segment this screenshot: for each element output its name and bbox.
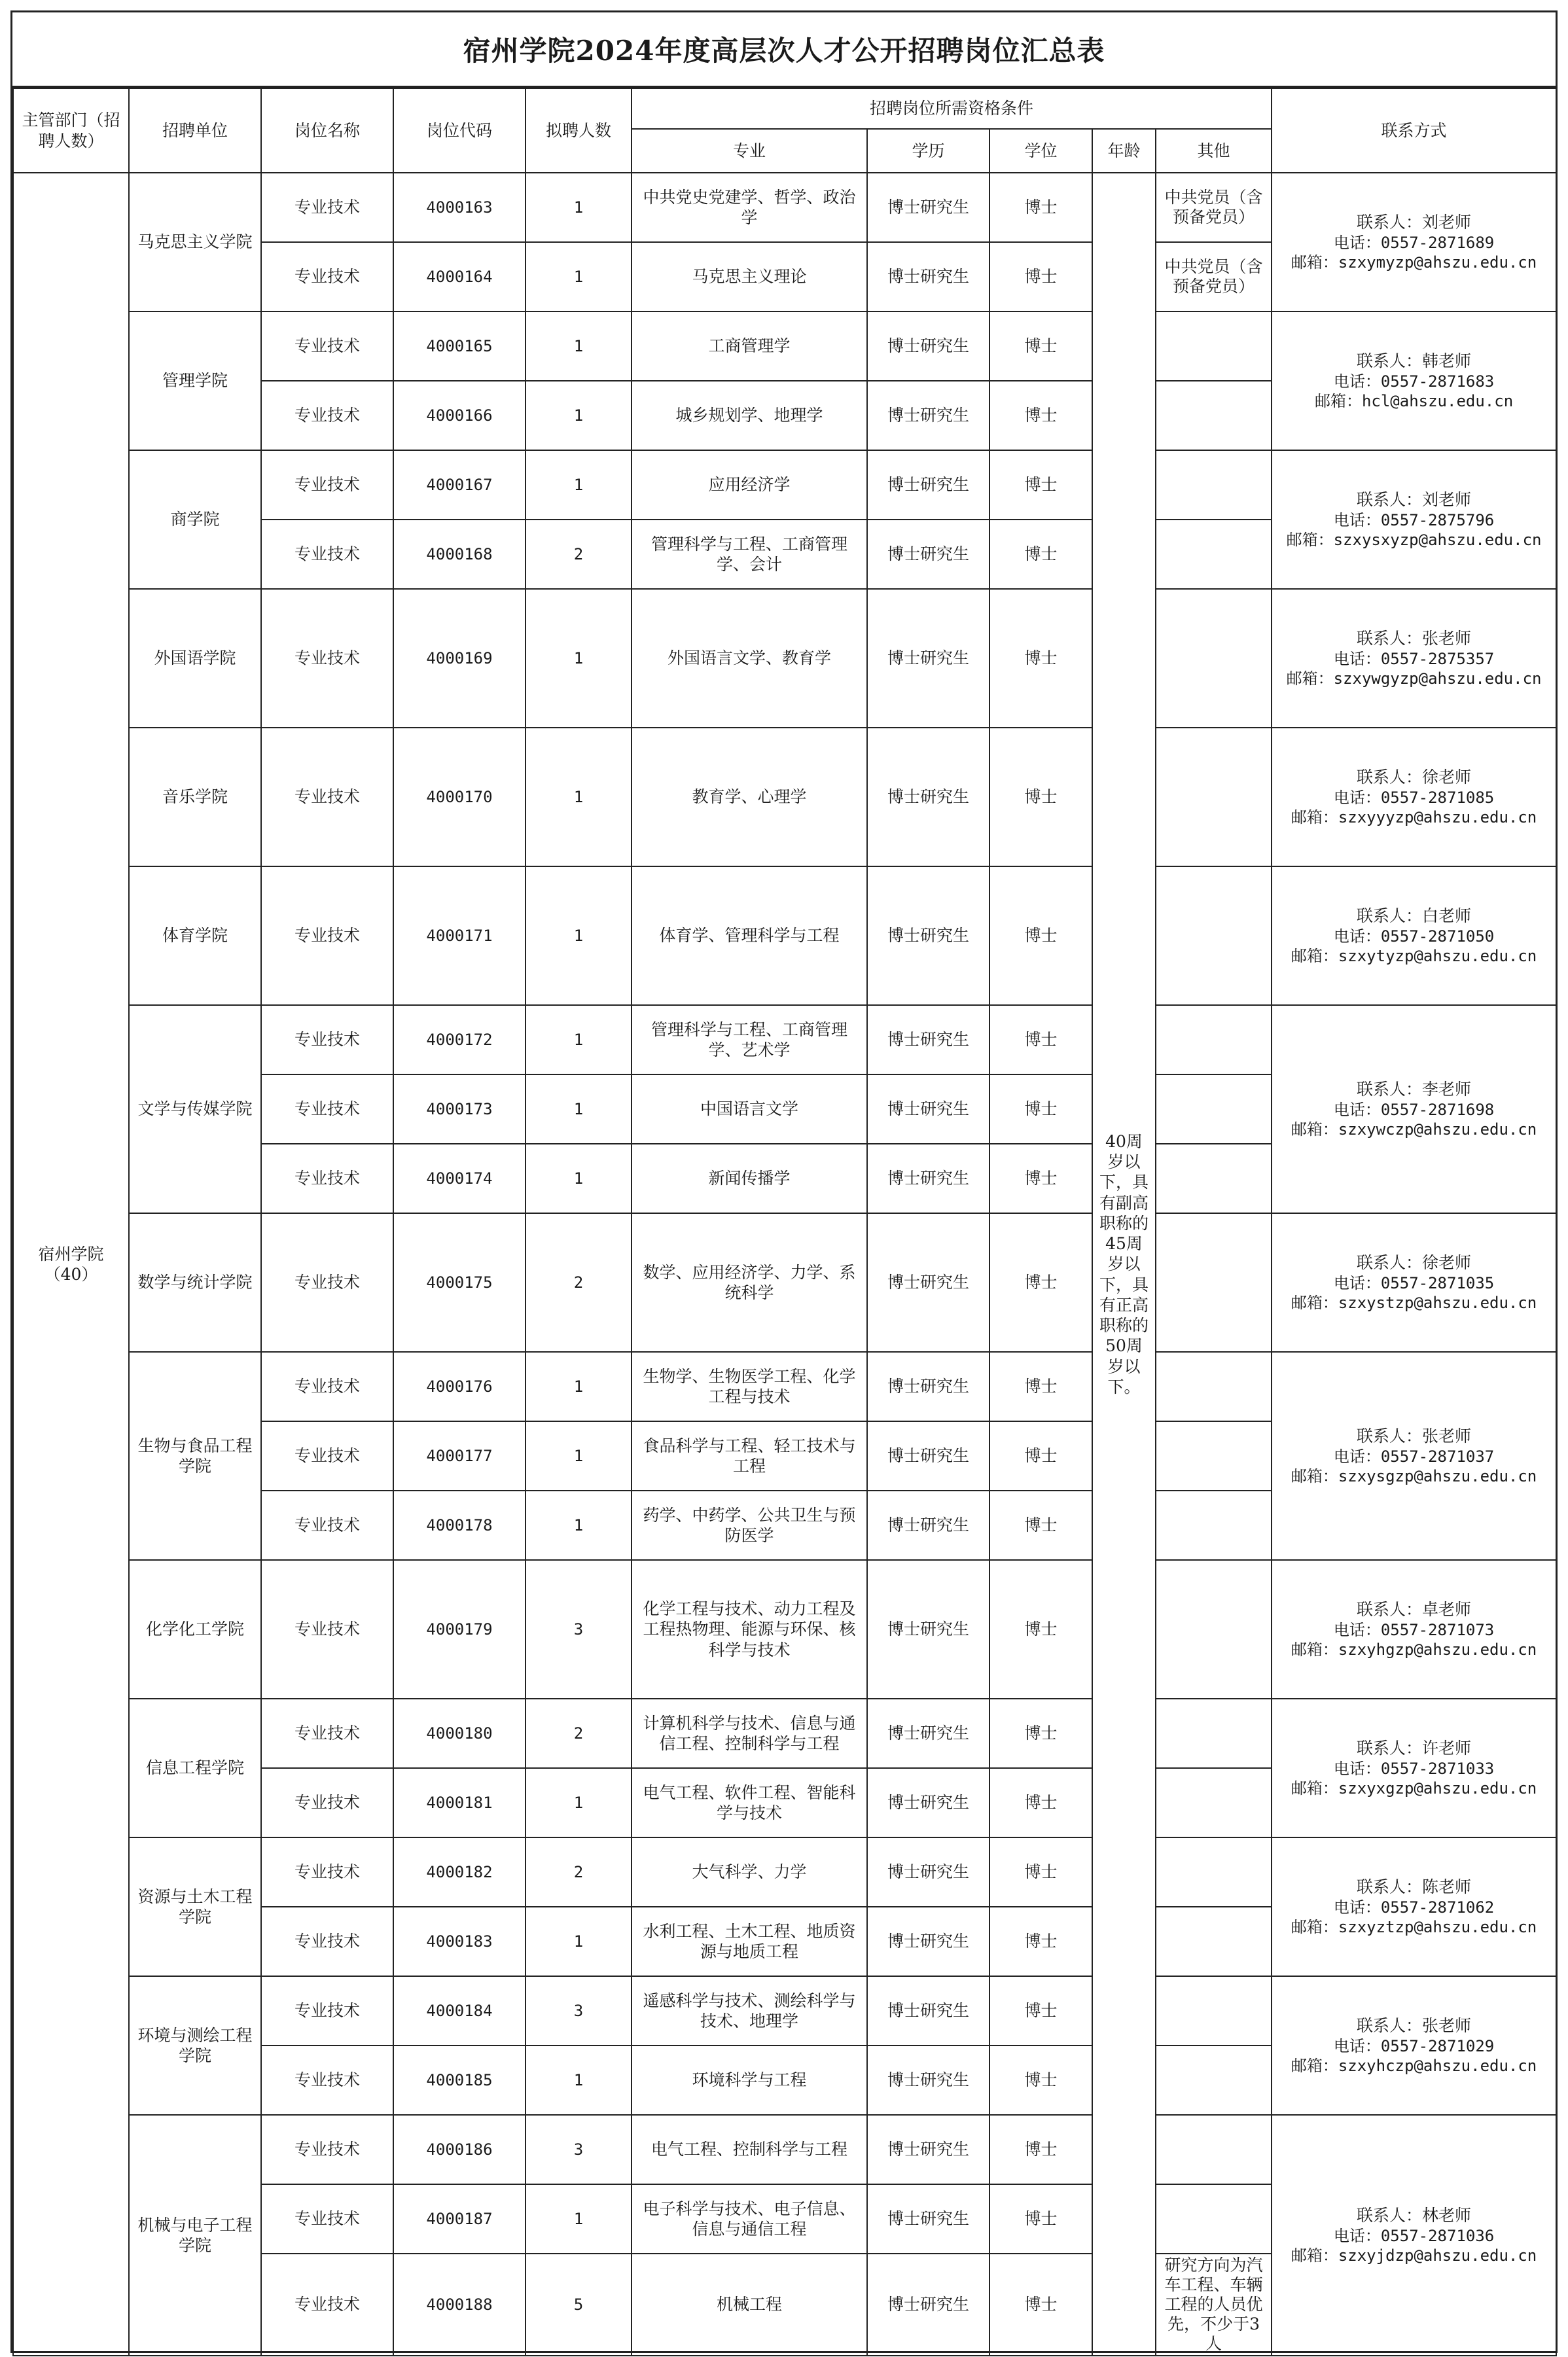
degree-cell: 博士 [989,1837,1092,1907]
contact-email: 邮箱：szxywczp@ahszu.edu.cn [1291,1120,1537,1139]
position-code-cell: 4000173 [393,1074,526,1144]
age-requirement-cell: 40周岁以下，具有副高职称的45周岁以下，具有正高职称的50周岁以下。 [1092,173,1156,2356]
count-cell: 1 [526,1074,632,1144]
contact-person: 联系人：白老师 [1357,906,1472,926]
other-requirement-cell: 中共党员（含预备党员） [1156,173,1272,242]
count-cell: 1 [526,1005,632,1074]
other-requirement-cell [1156,520,1272,589]
other-requirement-cell [1156,728,1272,866]
contact-phone: 电话：0557-2871073 [1333,1620,1495,1639]
contact-person: 联系人：林老师 [1357,2206,1472,2225]
contact-cell [1272,589,1556,728]
count-cell: 1 [526,589,632,728]
position-name-cell: 专业技术 [261,1074,393,1144]
degree-cell: 博士 [989,1699,1092,1768]
position-code-cell: 4000175 [393,1213,526,1352]
education-cell: 博士研究生 [867,520,989,589]
education-cell: 博士研究生 [867,1699,989,1768]
contact-phone: 电话：0557-2871683 [1333,372,1495,391]
count-cell: 1 [526,1352,632,1421]
degree-cell: 博士 [989,173,1092,242]
table-row [13,1005,1556,1074]
contact-person: 联系人：徐老师 [1357,768,1472,787]
other-requirement-cell [1156,1074,1272,1144]
major-cell: 生物学、生物医学工程、化学工程与技术 [632,1352,867,1421]
contact-cell [1272,1213,1556,1352]
recruitment-table [12,88,1557,2356]
header-contact: 联系方式 [1272,88,1556,173]
position-name-cell: 专业技术 [261,589,393,728]
degree-cell: 博士 [989,728,1092,866]
position-code-cell: 4000170 [393,728,526,866]
contact-phone: 电话：0557-2871036 [1333,2226,1495,2245]
education-cell: 博士研究生 [867,1005,989,1074]
count-cell: 2 [526,1213,632,1352]
count-cell: 1 [526,173,632,242]
education-cell: 博士研究生 [867,381,989,450]
unit-cell: 环境与测绘工程学院 [129,1976,261,2115]
education-cell: 博士研究生 [867,1560,989,1699]
position-code-cell: 4000163 [393,173,526,242]
degree-cell: 博士 [989,589,1092,728]
position-code-cell: 4000168 [393,520,526,589]
contact-email: 邮箱：szxysxyzp@ahszu.edu.cn [1286,530,1542,549]
education-cell: 博士研究生 [867,2046,989,2115]
education-cell: 博士研究生 [867,1074,989,1144]
count-cell: 2 [526,1699,632,1768]
contact-person: 联系人：刘老师 [1357,490,1472,510]
table-row [13,311,1556,381]
position-name-cell: 专业技术 [261,1144,393,1213]
education-cell: 博士研究生 [867,173,989,242]
position-code-cell: 4000182 [393,1837,526,1907]
count-cell: 1 [526,1907,632,1976]
header-degree: 学位 [989,129,1092,173]
major-cell: 电气工程、控制科学与工程 [632,2115,867,2184]
header-other: 其他 [1156,129,1272,173]
unit-cell: 管理学院 [129,311,261,450]
contact-cell [1272,311,1556,450]
position-code-cell: 4000167 [393,450,526,520]
education-cell: 博士研究生 [867,728,989,866]
education-cell: 博士研究生 [867,242,989,311]
unit-cell: 数学与统计学院 [129,1213,261,1352]
contact-phone: 电话：0557-2871033 [1333,1759,1495,1778]
contact-cell [1272,2115,1556,2356]
table-row [13,1699,1556,1768]
other-requirement-cell [1156,1976,1272,2046]
position-name-cell: 专业技术 [261,2254,393,2356]
position-name-cell: 专业技术 [261,1768,393,1837]
count-cell: 1 [526,1144,632,1213]
position-name-cell: 专业技术 [261,2115,393,2184]
count-cell: 3 [526,1560,632,1699]
other-requirement-cell: 中共党员（含预备党员） [1156,242,1272,311]
unit-cell: 文学与传媒学院 [129,1005,261,1213]
other-requirement-cell [1156,1144,1272,1213]
other-requirement-cell [1156,1560,1272,1699]
position-name-cell: 专业技术 [261,1352,393,1421]
header-position-name: 岗位名称 [261,88,393,173]
unit-cell: 生物与食品工程学院 [129,1352,261,1560]
count-cell: 1 [526,381,632,450]
other-requirement-cell [1156,450,1272,520]
degree-cell: 博士 [989,1491,1092,1560]
contact-email: 邮箱：szxyjdzp@ahszu.edu.cn [1291,2246,1537,2265]
header-major: 专业 [632,129,867,173]
position-name-cell: 专业技术 [261,1213,393,1352]
major-cell: 电气工程、软件工程、智能科学与技术 [632,1768,867,1837]
position-code-cell: 4000179 [393,1560,526,1699]
degree-cell: 博士 [989,1768,1092,1837]
count-cell: 3 [526,1976,632,2046]
major-cell: 药学、中药学、公共卫生与预防医学 [632,1491,867,1560]
unit-cell: 化学化工学院 [129,1560,261,1699]
count-cell: 1 [526,2046,632,2115]
contact-cell [1272,1005,1556,1213]
other-requirement-cell [1156,2115,1272,2184]
contact-email: 邮箱：szxywgyzp@ahszu.edu.cn [1286,669,1542,688]
header-row-1 [13,88,1556,129]
contact-person: 联系人：陈老师 [1357,1877,1472,1897]
position-code-cell: 4000165 [393,311,526,381]
position-code-cell: 4000169 [393,589,526,728]
other-requirement-cell [1156,866,1272,1005]
position-code-cell: 4000171 [393,866,526,1005]
count-cell: 1 [526,866,632,1005]
education-cell: 博士研究生 [867,2184,989,2254]
other-requirement-cell [1156,589,1272,728]
degree-cell: 博士 [989,2115,1092,2184]
table-row [13,2115,1556,2184]
contact-email: 邮箱：szxyyyzp@ahszu.edu.cn [1291,807,1537,826]
major-cell: 水利工程、土木工程、地质资源与地质工程 [632,1907,867,1976]
position-name-cell: 专业技术 [261,1907,393,1976]
degree-cell: 博士 [989,1144,1092,1213]
contact-cell [1272,173,1556,311]
degree-cell: 博士 [989,450,1092,520]
contact-person: 联系人：许老师 [1357,1739,1472,1758]
position-code-cell: 4000172 [393,1005,526,1074]
degree-cell: 博士 [989,520,1092,589]
education-cell: 博士研究生 [867,311,989,381]
position-code-cell: 4000174 [393,1144,526,1213]
contact-phone: 电话：0557-2871035 [1333,1273,1495,1292]
major-cell: 管理科学与工程、工商管理学、会计 [632,520,867,589]
position-code-cell: 4000183 [393,1907,526,1976]
contact-cell [1272,1699,1556,1837]
position-name-cell: 专业技术 [261,1976,393,2046]
contact-phone: 电话：0557-2871698 [1333,1100,1495,1119]
contact-cell [1272,1976,1556,2115]
contact-email: 邮箱：szxyhczp@ahszu.edu.cn [1291,2056,1537,2075]
position-code-cell: 4000180 [393,1699,526,1768]
other-requirement-cell [1156,1907,1272,1976]
position-name-cell: 专业技术 [261,728,393,866]
contact-phone: 电话：0557-2871062 [1333,1898,1495,1917]
major-cell: 体育学、管理科学与工程 [632,866,867,1005]
contact-person: 联系人：张老师 [1357,1427,1472,1446]
other-requirement-cell [1156,1768,1272,1837]
contact-person: 联系人：卓老师 [1357,1600,1472,1620]
major-cell: 计算机科学与技术、信息与通信工程、控制科学与工程 [632,1699,867,1768]
header-count: 拟聘人数 [526,88,632,173]
contact-phone: 电话：0557-2871037 [1333,1447,1495,1466]
unit-cell: 马克思主义学院 [129,173,261,311]
major-cell: 中国语言文学 [632,1074,867,1144]
major-cell: 管理科学与工程、工商管理学、艺术学 [632,1005,867,1074]
contact-person: 联系人：张老师 [1357,629,1472,648]
table-row [13,1976,1556,2046]
position-name-cell: 专业技术 [261,1005,393,1074]
contact-cell [1272,450,1556,589]
contact-email: 邮箱：szxyhgzp@ahszu.edu.cn [1291,1640,1537,1659]
education-cell: 博士研究生 [867,1907,989,1976]
table-row [13,728,1556,866]
unit-cell: 音乐学院 [129,728,261,866]
contact-person: 联系人：李老师 [1357,1080,1472,1099]
major-cell: 工商管理学 [632,311,867,381]
contact-cell [1272,1837,1556,1976]
degree-cell: 博士 [989,1005,1092,1074]
degree-cell: 博士 [989,381,1092,450]
count-cell: 2 [526,520,632,589]
position-name-cell: 专业技术 [261,242,393,311]
header-unit: 招聘单位 [129,88,261,173]
position-name-cell: 专业技术 [261,1560,393,1699]
position-code-cell: 4000164 [393,242,526,311]
dept-cell: 宿州学院（40） [13,173,129,2356]
contact-phone: 电话：0557-2875796 [1333,510,1495,529]
degree-cell: 博士 [989,1213,1092,1352]
major-cell: 马克思主义理论 [632,242,867,311]
major-cell: 大气科学、力学 [632,1837,867,1907]
education-cell: 博士研究生 [867,1352,989,1421]
table-row [13,173,1556,242]
education-cell: 博士研究生 [867,1213,989,1352]
page-title: 宿州学院2024年度高层次人才公开招聘岗位汇总表 [12,12,1556,88]
education-cell: 博士研究生 [867,866,989,1005]
other-requirement-cell: 研究方向为汽车工程、车辆工程的人员优先，不少于3人 [1156,2254,1272,2356]
degree-cell: 博士 [989,2046,1092,2115]
contact-person: 联系人：徐老师 [1357,1253,1472,1273]
major-cell: 电子科学与技术、电子信息、信息与通信工程 [632,2184,867,2254]
contact-email: 邮箱：hcl@ahszu.edu.cn [1314,391,1514,410]
degree-cell: 博士 [989,311,1092,381]
position-code-cell: 4000185 [393,2046,526,2115]
count-cell: 1 [526,728,632,866]
education-cell: 博士研究生 [867,2115,989,2184]
header-age: 年龄 [1092,129,1156,173]
count-cell: 2 [526,1837,632,1907]
contact-person: 联系人：张老师 [1357,2016,1472,2036]
header-dept: 主管部门（招聘人数） [13,88,129,173]
table-row [13,589,1556,728]
major-cell: 遥感科学与技术、测绘科学与技术、地理学 [632,1976,867,2046]
contact-email: 邮箱：szxystzp@ahszu.edu.cn [1291,1293,1537,1312]
education-cell: 博士研究生 [867,1421,989,1491]
count-cell: 5 [526,2254,632,2356]
contact-person: 联系人：韩老师 [1357,351,1472,371]
major-cell: 外国语言文学、教育学 [632,589,867,728]
education-cell: 博士研究生 [867,450,989,520]
contact-email: 邮箱：szxysgzp@ahszu.edu.cn [1291,1466,1537,1485]
contact-cell [1272,1560,1556,1699]
contact-email: 邮箱：szxyxgzp@ahszu.edu.cn [1291,1779,1537,1798]
major-cell: 数学、应用经济学、力学、系统科学 [632,1213,867,1352]
other-requirement-cell [1156,1213,1272,1352]
count-cell: 1 [526,450,632,520]
contact-phone: 电话：0557-2871050 [1333,927,1495,946]
degree-cell: 博士 [989,2184,1092,2254]
position-name-cell: 专业技术 [261,1421,393,1491]
contact-email: 邮箱：szxyztzp@ahszu.edu.cn [1291,1917,1537,1936]
position-code-cell: 4000166 [393,381,526,450]
table-row [13,866,1556,1005]
count-cell: 1 [526,1491,632,1560]
position-code-cell: 4000186 [393,2115,526,2184]
contact-email: 邮箱：szxymyzp@ahszu.edu.cn [1291,253,1537,272]
major-cell: 化学工程与技术、动力工程及工程热物理、能源与环保、核科学与技术 [632,1560,867,1699]
table-row [13,1352,1556,1421]
education-cell: 博士研究生 [867,2254,989,2356]
contact-person: 联系人：刘老师 [1357,213,1472,232]
degree-cell: 博士 [989,242,1092,311]
header-position-code: 岗位代码 [393,88,526,173]
degree-cell: 博士 [989,1560,1092,1699]
other-requirement-cell [1156,1005,1272,1074]
count-cell: 3 [526,2115,632,2184]
education-cell: 博士研究生 [867,1491,989,1560]
header-conditions: 招聘岗位所需资格条件 [632,88,1272,129]
header-education: 学历 [867,129,989,173]
degree-cell: 博士 [989,1421,1092,1491]
education-cell: 博士研究生 [867,1976,989,2046]
major-cell: 环境科学与工程 [632,2046,867,2115]
position-code-cell: 4000188 [393,2254,526,2356]
unit-cell: 资源与土木工程学院 [129,1837,261,1976]
position-name-cell: 专业技术 [261,2184,393,2254]
major-cell: 中共党史党建学、哲学、政治学 [632,173,867,242]
unit-cell: 机械与电子工程学院 [129,2115,261,2356]
other-requirement-cell [1156,1699,1272,1768]
education-cell: 博士研究生 [867,589,989,728]
contact-phone: 电话：0557-2871029 [1333,2036,1495,2055]
unit-cell: 信息工程学院 [129,1699,261,1837]
degree-cell: 博士 [989,1352,1092,1421]
position-name-cell: 专业技术 [261,866,393,1005]
degree-cell: 博士 [989,866,1092,1005]
contact-email: 邮箱：szxytyzp@ahszu.edu.cn [1291,946,1537,965]
position-name-cell: 专业技术 [261,381,393,450]
count-cell: 1 [526,1421,632,1491]
unit-cell: 外国语学院 [129,589,261,728]
other-requirement-cell [1156,311,1272,381]
education-cell: 博士研究生 [867,1144,989,1213]
unit-cell: 商学院 [129,450,261,589]
education-cell: 博士研究生 [867,1837,989,1907]
major-cell: 新闻传播学 [632,1144,867,1213]
position-name-cell: 专业技术 [261,173,393,242]
contact-cell [1272,728,1556,866]
count-cell: 1 [526,1768,632,1837]
recruitment-table-sheet [10,10,1558,2353]
major-cell: 机械工程 [632,2254,867,2356]
other-requirement-cell [1156,1421,1272,1491]
position-name-cell: 专业技术 [261,1491,393,1560]
major-cell: 应用经济学 [632,450,867,520]
position-name-cell: 专业技术 [261,1699,393,1768]
contact-phone: 电话：0557-2871085 [1333,788,1495,807]
major-cell: 教育学、心理学 [632,728,867,866]
position-code-cell: 4000187 [393,2184,526,2254]
count-cell: 1 [526,311,632,381]
position-name-cell: 专业技术 [261,311,393,381]
education-cell: 博士研究生 [867,1768,989,1837]
position-name-cell: 专业技术 [261,1837,393,1907]
other-requirement-cell [1156,1352,1272,1421]
count-cell: 1 [526,242,632,311]
table-row [13,1560,1556,1699]
table-row [13,1213,1556,1352]
unit-cell: 体育学院 [129,866,261,1005]
degree-cell: 博士 [989,2254,1092,2356]
position-name-cell: 专业技术 [261,450,393,520]
major-cell: 食品科学与工程、轻工技术与工程 [632,1421,867,1491]
position-name-cell: 专业技术 [261,520,393,589]
degree-cell: 博士 [989,1976,1092,2046]
contact-phone: 电话：0557-2871689 [1333,233,1495,252]
table-row [13,1837,1556,1907]
degree-cell: 博士 [989,1074,1092,1144]
position-code-cell: 4000178 [393,1491,526,1560]
other-requirement-cell [1156,1491,1272,1560]
position-name-cell: 专业技术 [261,2046,393,2115]
degree-cell: 博士 [989,1907,1092,1976]
other-requirement-cell [1156,2184,1272,2254]
other-requirement-cell [1156,381,1272,450]
other-requirement-cell [1156,1837,1272,1907]
position-code-cell: 4000184 [393,1976,526,2046]
contact-cell [1272,866,1556,1005]
major-cell: 城乡规划学、地理学 [632,381,867,450]
position-code-cell: 4000181 [393,1768,526,1837]
position-code-cell: 4000177 [393,1421,526,1491]
other-requirement-cell [1156,2046,1272,2115]
contact-cell [1272,1352,1556,1560]
position-code-cell: 4000176 [393,1352,526,1421]
count-cell: 1 [526,2184,632,2254]
table-row [13,450,1556,520]
contact-phone: 电话：0557-2875357 [1333,649,1495,668]
